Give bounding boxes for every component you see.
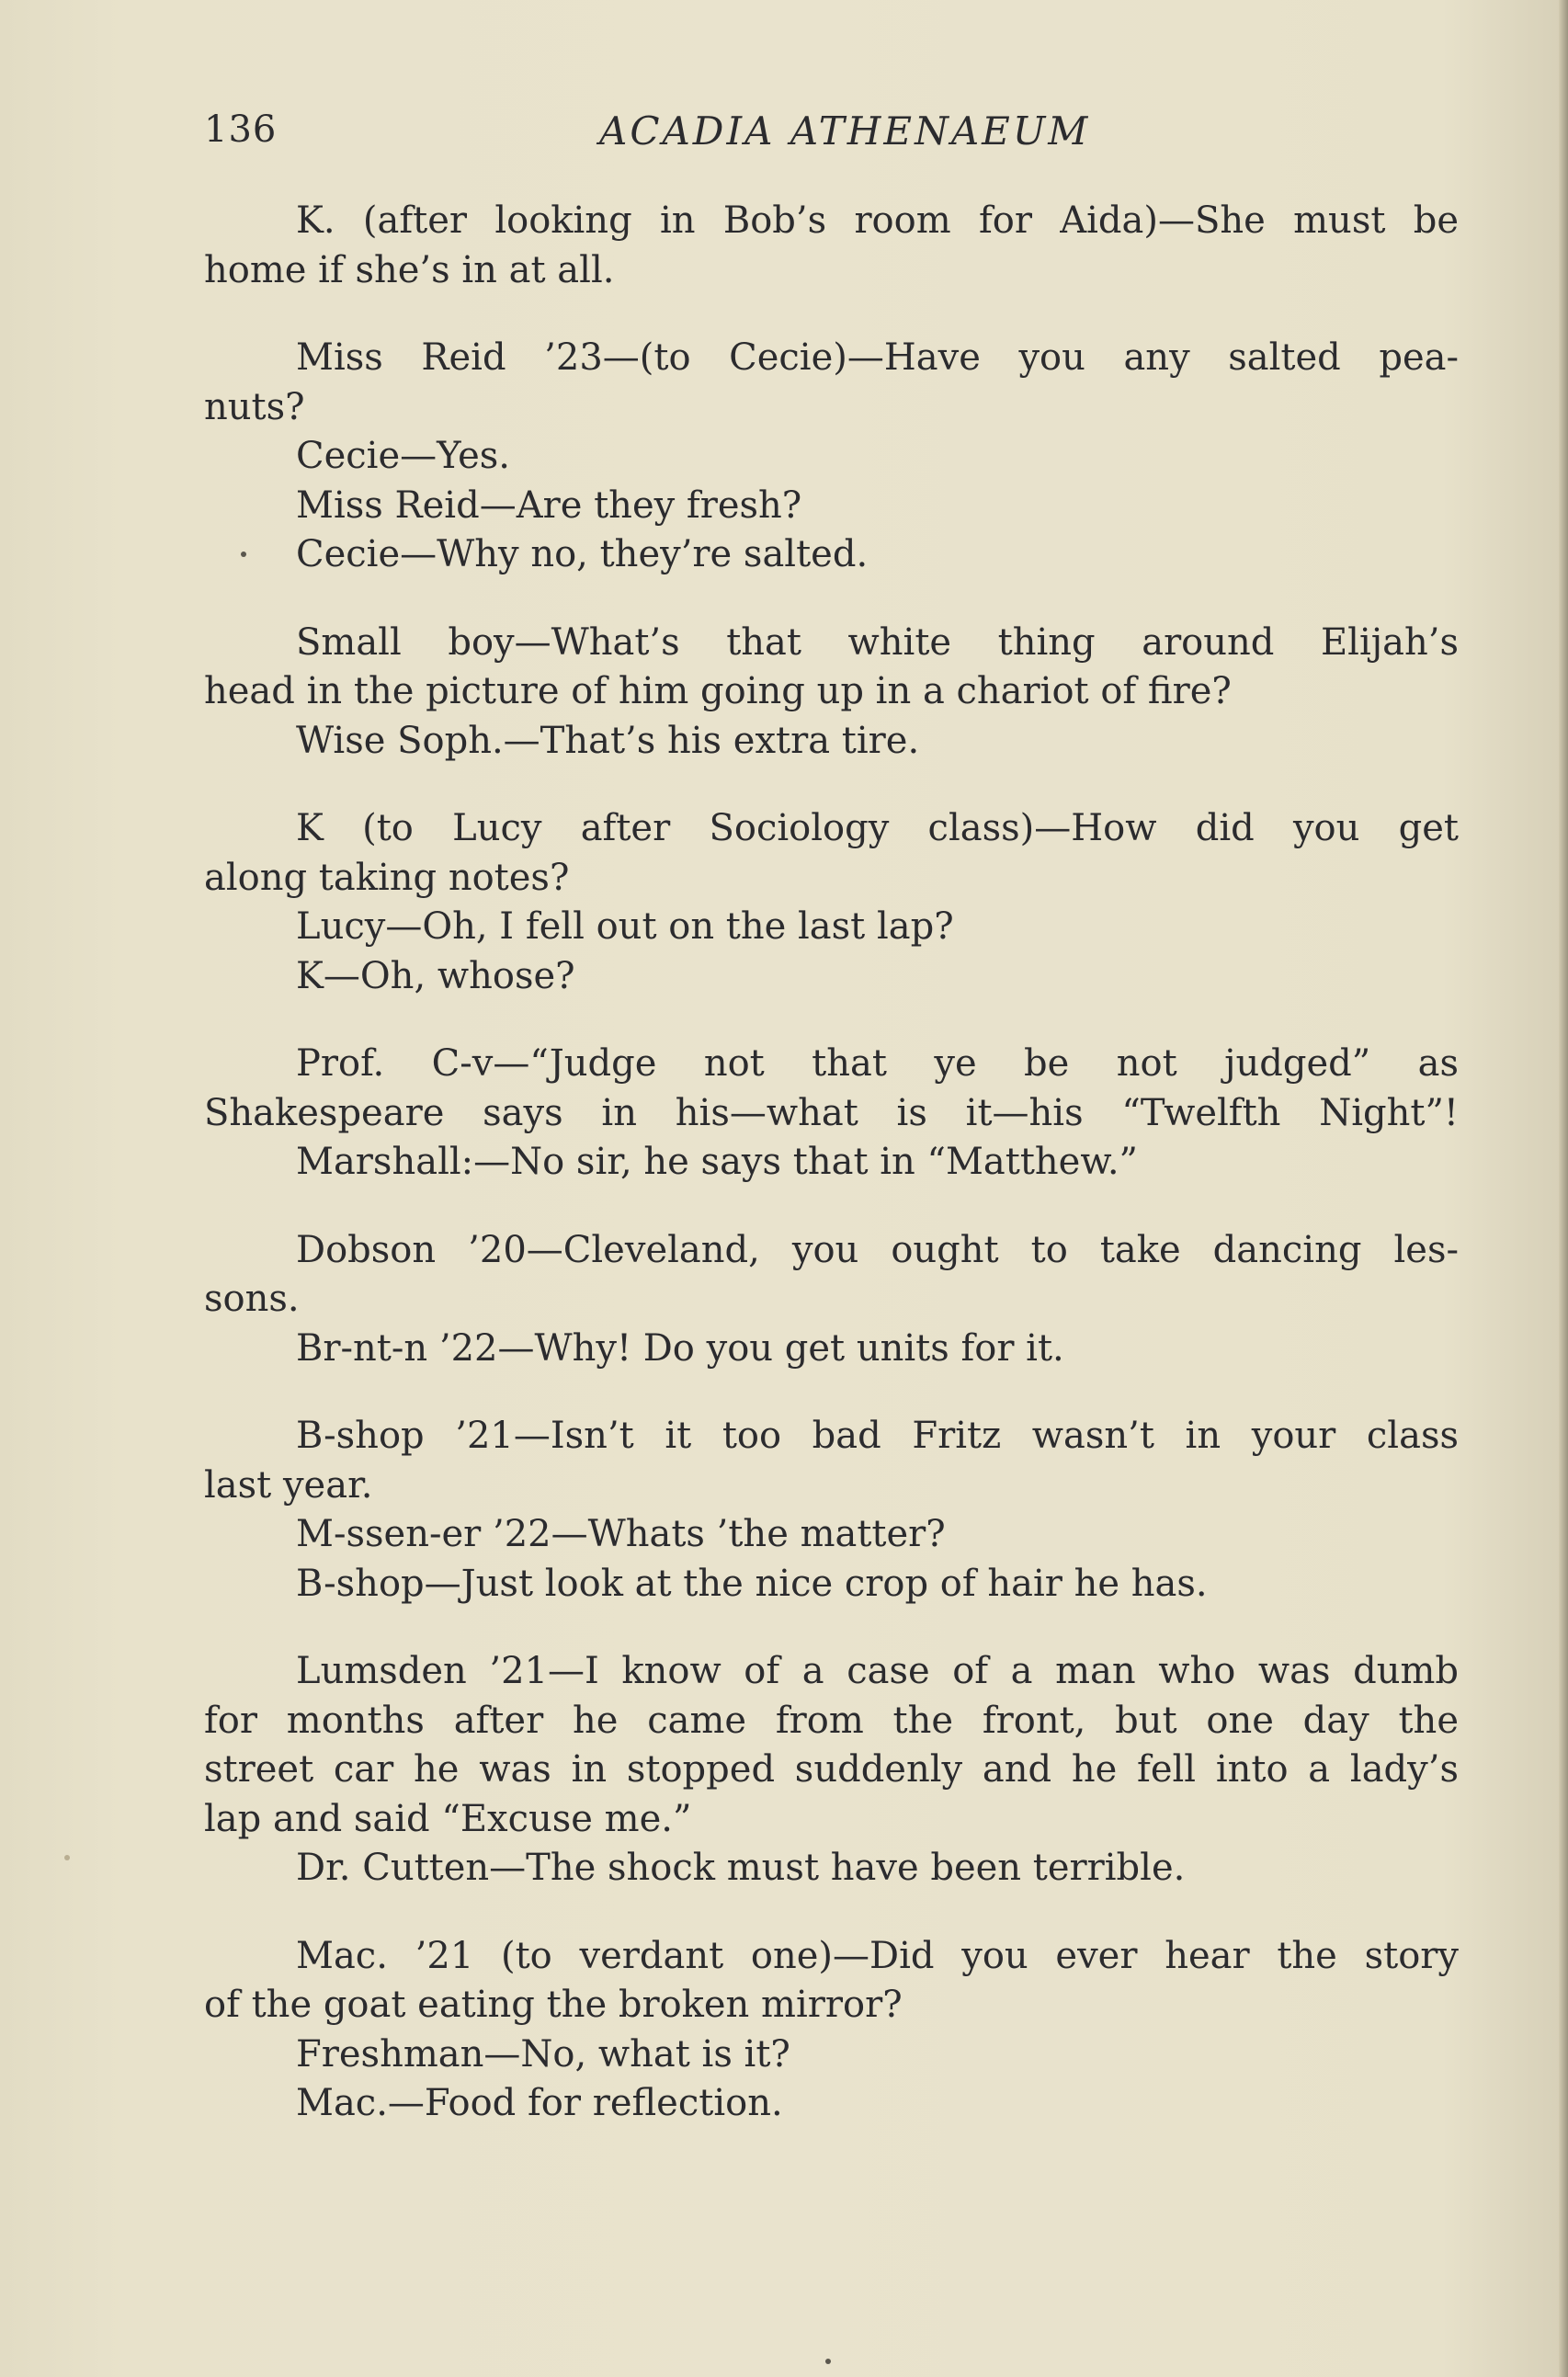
print-speck	[64, 1855, 70, 1860]
dialogue-entry	[204, 197, 1459, 295]
text-line: Small boy—What’s that white thing around Elijah’s	[296, 620, 1459, 664]
text-line: Dobson ’20—Cleveland, you ought to take dancing les-	[296, 1228, 1459, 1271]
dialogue-entry	[204, 1932, 1459, 2129]
text-line: K—Oh, whose?	[296, 954, 575, 997]
text-line: Cecie—Yes.	[296, 435, 510, 477]
text-line: Dr. Cutten—The shock must have been terrible.	[296, 1847, 1186, 1889]
text-line: Freshman—No, what is it?	[296, 2032, 790, 2076]
page-edge-shadow	[1559, 0, 1568, 2377]
text-line: of the goat eating the broken mirror?	[204, 1984, 903, 2026]
text-line: B-shop—Just look at the nice crop of hair he has.	[296, 1562, 1208, 1605]
text-line: Lumsden ’21—I know of a case of a man who was dumb	[296, 1650, 1459, 1692]
text-line: last year.	[204, 1463, 373, 1507]
text-line: Lucy—Oh, I fell out on the last lap?	[296, 905, 954, 948]
print-speck	[241, 552, 246, 557]
print-speck	[825, 2359, 831, 2364]
dialogue-entry	[204, 1647, 1459, 1894]
text-line: home if she’s in at all.	[204, 248, 615, 291]
text-line: nuts?	[204, 385, 305, 428]
text-line: Mac. ’21 (to verdant one)—Did you ever hear the story	[296, 1934, 1459, 1977]
text-line: B-shop ’21—Isn’t it too bad Fritz wasn’t in your class	[296, 1415, 1459, 1457]
dialogue-entry	[204, 619, 1459, 767]
text-line: Miss Reid—Are they fresh?	[296, 483, 802, 527]
text-line: Wise Soph.—That’s his extra tire.	[296, 719, 920, 762]
running-title: ACADIA ATHENAEUM	[599, 108, 1091, 154]
text-line: sons.	[204, 1278, 300, 1320]
text-line: Br-nt-n ’22—Why! Do you get units for it.	[296, 1326, 1064, 1370]
text-line: head in the picture of him going up in a chariot of fire?	[204, 670, 1232, 712]
text-line: Cecie—Why no, they’re salted.	[296, 533, 869, 575]
text-line: Shakespeare says in his—what is it—his “Twelfth Night”!	[204, 1091, 1459, 1134]
dialogue-entry	[204, 1412, 1459, 1609]
jokes-column	[204, 197, 1459, 2167]
text-line: for months after he came from the front, but one day the	[204, 1699, 1459, 1742]
running-header	[204, 108, 1459, 164]
text-line: K. (after looking in Bob’s room for Aida)—She must be	[296, 199, 1459, 242]
page-number: 136	[204, 108, 278, 151]
text-line: M-ssen-er ’22—Whats ’the matter?	[296, 1513, 946, 1555]
dialogue-entry	[204, 1226, 1459, 1374]
text-line: Mac.—Food for reflection.	[296, 2082, 783, 2124]
text-line: K (to Lucy after Sociology class)—How did you get	[296, 807, 1459, 849]
dialogue-entry	[204, 804, 1459, 1001]
text-line: Prof. C-v—“Judge not that ye be not judged” as	[296, 1042, 1459, 1085]
text-line: street car he was in stopped suddenly and he fell into a lady’s	[204, 1748, 1459, 1791]
text-line: lap and said “Excuse me.”	[204, 1797, 692, 1840]
dialogue-entry	[204, 1040, 1459, 1188]
text-line: along taking notes?	[204, 856, 570, 899]
dialogue-entry	[204, 334, 1459, 580]
text-line: Miss Reid ’23—(to Cecie)—Have you any salted pea-	[296, 336, 1459, 379]
text-line: Marshall:—No sir, he says that in “Matthew.”	[296, 1141, 1138, 1183]
